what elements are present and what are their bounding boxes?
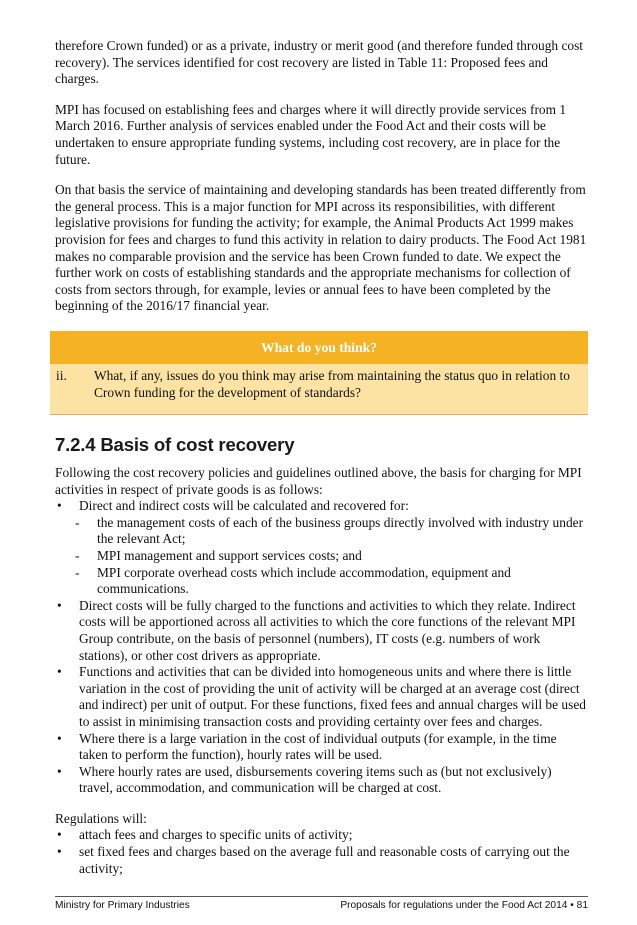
list-item (55, 844, 588, 877)
dash-mark: - (75, 547, 80, 563)
bullet-text: Direct costs will be fully charged to the functions and activities to which they relate. Indirect costs will be apportioned across all activities to which the core functions of the relevant MPI Group contribute, on the basis of personnel (numbers), IT costs (e.g. numbers of work stations), or other cost drivers as appropriate. (79, 597, 576, 663)
sub-list-item (55, 565, 588, 598)
bullet-mark: • (57, 844, 62, 860)
bullet-mark: • (57, 827, 62, 843)
bullet-text: Direct and indirect costs will be calculated and recovered for: (79, 498, 409, 514)
question-number: ii. (56, 368, 67, 383)
list-item (55, 498, 588, 515)
sub-list-item (55, 515, 588, 548)
bullet-mark: • (57, 664, 62, 680)
footer-divider (55, 896, 588, 897)
bullet-mark: • (57, 498, 62, 514)
callout-question-row (50, 364, 588, 415)
bullet-text: Where hourly rates are used, disbursements covering items such as (but not exclusively) travel, accommodation, and communication will be charged at cost. (79, 763, 552, 796)
sub-item-text: MPI management and support services costs; and (97, 547, 362, 563)
section-title: 7.2.4 Basis of cost recovery (55, 434, 295, 455)
bullet-text: set fixed fees and charges based on the average full and reasonable costs of carrying out the activity; (79, 844, 570, 876)
intro-text (55, 38, 588, 315)
list-item (55, 764, 588, 797)
section-body (55, 465, 588, 877)
sub-list-item (55, 548, 588, 565)
regulations-lead: Regulations will: (55, 810, 147, 826)
bullet-mark: • (57, 763, 62, 779)
intro-paragraph-3: On that basis the service of maintaining and developing standards has been treated differently from the general process. This is a major function for MPI across its responsibilities, with different legislative provisions for funding the activity; for example, the Animal Products Act 1999 makes provision for fees and charges to fund this activity in relation to dairy products. The Food Act 1981 makes no comparable provision and the service has been Crown funded to date. We expect the further work on costs of establishing standards and the appropriate mechanisms for collection of costs from sectors through, for example, levies or annual fees to have been completed by the beginning of the 2016/17 financial year. (55, 182, 587, 314)
bullet-text: attach fees and charges to specific units of activity; (79, 827, 353, 843)
sub-item-text: MPI corporate overhead costs which include accommodation, equipment and communications. (97, 564, 511, 597)
footer-page-info: Proposals for regulations under the Food Act 2014 • 81 (340, 900, 588, 911)
what-do-you-think-box (50, 331, 588, 415)
list-item (55, 827, 588, 844)
sub-item-text: the management costs of each of the business groups directly involved with industry under the relevant Act; (97, 514, 584, 547)
bullet-text: Functions and activities that can be divided into homogeneous units and where there is little variation in the cost of providing the unit of activity will be charged at an average cost (direct and indirect) per unit of output. For these functions, fixed fees and annual charges will be used to assist in minimising transaction costs and providing certainty over fees and charges. (79, 664, 586, 729)
bullet-mark: • (57, 597, 62, 613)
dash-mark: - (75, 514, 80, 530)
list-item (55, 731, 588, 764)
page-footer (55, 900, 588, 911)
footer-organisation: Ministry for Primary Industries (55, 900, 190, 911)
question-text: What, if any, issues do you think may arise from maintaining the status quo in relation to Crown funding for the development of standards? (94, 368, 570, 400)
intro-paragraph-1: therefore Crown funded) or as a private, industry or merit good (and therefore funded through cost recovery). The services identified for cost recovery are listed in Table 11: Proposed fees and charges. (55, 38, 584, 87)
list-item (55, 598, 588, 664)
callout-heading: What do you think? (50, 331, 588, 364)
list-item (55, 664, 588, 730)
section-lead: Following the cost recovery policies and guidelines outlined above, the basis for charging for MPI activities in respect of private goods is as follows: (55, 465, 582, 497)
bullet-text: Where there is a large variation in the cost of individual outputs (for example, in the time taken to perform the function), hourly rates will be used. (79, 730, 557, 763)
bullet-mark: • (57, 730, 62, 746)
intro-paragraph-2: MPI has focused on establishing fees and charges where it will directly provide services from 1 March 2016. Further analysis of services enabled under the Food Act and their costs will be undertaken to ensure appropriate funding systems, including cost recovery, are in place for the future. (55, 101, 567, 167)
dash-mark: - (75, 564, 80, 580)
